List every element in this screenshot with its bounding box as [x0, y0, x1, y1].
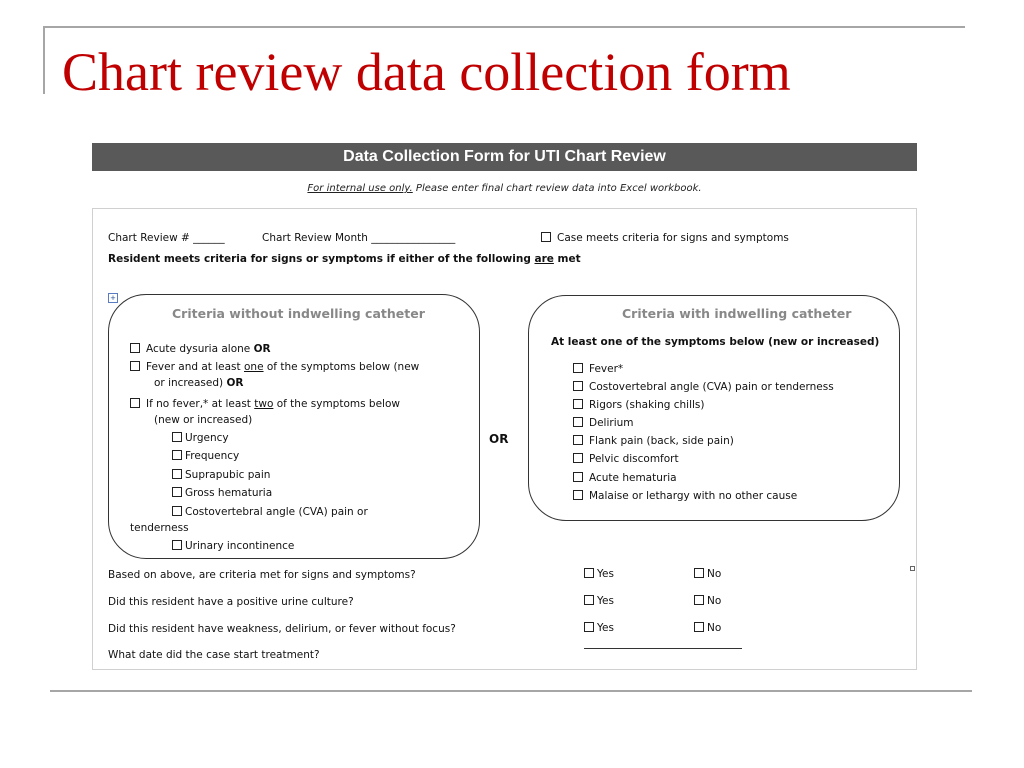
or-separator: OR: [489, 432, 509, 446]
slide-top-rule: [43, 26, 965, 28]
internal-use-note: For internal use only.: [307, 183, 413, 194]
q2-yes-checkbox[interactable]: [584, 595, 594, 605]
symptom-suprapubic: Suprapubic pain: [172, 468, 270, 482]
catheter-item-delirium: Delirium: [573, 416, 634, 430]
item-no-fever-two-line2: (new or increased): [154, 414, 253, 426]
item-fever-one: Fever and at least one of the symptoms below (new: [130, 360, 419, 374]
q2-no-checkbox[interactable]: [694, 595, 704, 605]
catheter-delirium-checkbox[interactable]: [573, 417, 583, 427]
chart-review-month-field[interactable]: Chart Review Month ________________: [262, 232, 456, 244]
case-meets-checkbox[interactable]: [541, 232, 551, 242]
q1-no-checkbox[interactable]: [694, 568, 704, 578]
catheter-fever-checkbox[interactable]: [573, 363, 583, 373]
table-move-handle[interactable]: +: [108, 293, 118, 303]
q3-no-option: No: [694, 621, 721, 635]
catheter-rigors-checkbox[interactable]: [573, 399, 583, 409]
slide-bottom-rule: [50, 690, 972, 692]
catheter-pelvic-checkbox[interactable]: [573, 453, 583, 463]
cva-pain-checkbox[interactable]: [172, 506, 182, 516]
no-fever-two-checkbox[interactable]: [130, 398, 140, 408]
catheter-malaise-checkbox[interactable]: [573, 490, 583, 500]
question-weakness: Did this resident have weakness, delirium, or fever without focus?: [108, 623, 456, 635]
question-criteria-met: Based on above, are criteria met for signs and symptoms?: [108, 569, 416, 581]
form-header: Data Collection Form for UTI Chart Review: [92, 143, 917, 171]
right-box-title: Criteria with indwelling catheter: [622, 306, 852, 321]
table-resize-handle[interactable]: [910, 566, 915, 571]
symptom-urgency: Urgency: [172, 431, 229, 445]
item-fever-one-line2: or increased) OR: [154, 377, 244, 389]
form-subtitle: [92, 183, 917, 194]
question-treatment-date: What date did the case start treatment?: [108, 649, 320, 661]
case-meets-label: Case meets criteria for signs and symptoms: [557, 232, 789, 244]
q3-no-checkbox[interactable]: [694, 622, 704, 632]
q2-no-option: No: [694, 594, 721, 608]
question-urine-culture: Did this resident have a positive urine culture?: [108, 596, 354, 608]
treatment-date-field[interactable]: [584, 648, 742, 649]
symptom-urinary-incontinence: Urinary incontinence: [172, 539, 294, 553]
right-box-subtitle: At least one of the symptoms below (new or increased): [551, 336, 880, 348]
catheter-flank-pain-checkbox[interactable]: [573, 435, 583, 445]
chart-review-number-field[interactable]: Chart Review # ______: [108, 232, 225, 244]
suprapubic-checkbox[interactable]: [172, 469, 182, 479]
catheter-item-fever: Fever*: [573, 362, 623, 376]
catheter-cva-checkbox[interactable]: [573, 381, 583, 391]
catheter-item-pelvic: Pelvic discomfort: [573, 452, 679, 466]
q1-yes-option: Yes: [584, 567, 614, 581]
acute-dysuria-checkbox[interactable]: [130, 343, 140, 353]
catheter-item-acute-hematuria: Acute hematuria: [573, 471, 677, 485]
q1-no-option: No: [694, 567, 721, 581]
q2-yes-option: Yes: [584, 594, 614, 608]
fever-one-checkbox[interactable]: [130, 361, 140, 371]
gross-hematuria-checkbox[interactable]: [172, 487, 182, 497]
catheter-item-malaise: Malaise or lethargy with no other cause: [573, 489, 797, 503]
frequency-checkbox[interactable]: [172, 450, 182, 460]
catheter-hematuria-checkbox[interactable]: [573, 472, 583, 482]
item-acute-dysuria: Acute dysuria alone OR: [130, 342, 271, 356]
slide-left-rule: [43, 26, 45, 94]
q3-yes-checkbox[interactable]: [584, 622, 594, 632]
urgency-checkbox[interactable]: [172, 432, 182, 442]
symptom-cva-pain: Costovertebral angle (CVA) pain or: [172, 505, 368, 519]
resident-meets-statement: Resident meets criteria for signs or symptoms if either of the following are met: [108, 253, 581, 265]
case-meets-criteria-row: [541, 231, 789, 245]
slide-title: Chart review data collection form: [62, 42, 791, 102]
q1-yes-checkbox[interactable]: [584, 568, 594, 578]
symptom-gross-hematuria: Gross hematuria: [172, 486, 272, 500]
catheter-item-flank-pain: Flank pain (back, side pain): [573, 434, 734, 448]
symptom-cva-pain-wrap: tenderness: [130, 522, 189, 534]
q3-yes-option: Yes: [584, 621, 614, 635]
left-box-title: Criteria without indwelling catheter: [172, 306, 425, 321]
catheter-item-cva: Costovertebral angle (CVA) pain or tenderness: [573, 380, 834, 394]
catheter-item-rigors: Rigors (shaking chills): [573, 398, 705, 412]
item-no-fever-two: If no fever,* at least two of the symptoms below: [130, 397, 400, 411]
excel-note: Please enter final chart review data into Excel workbook.: [412, 183, 702, 194]
symptom-frequency: Frequency: [172, 449, 239, 463]
urinary-incontinence-checkbox[interactable]: [172, 540, 182, 550]
